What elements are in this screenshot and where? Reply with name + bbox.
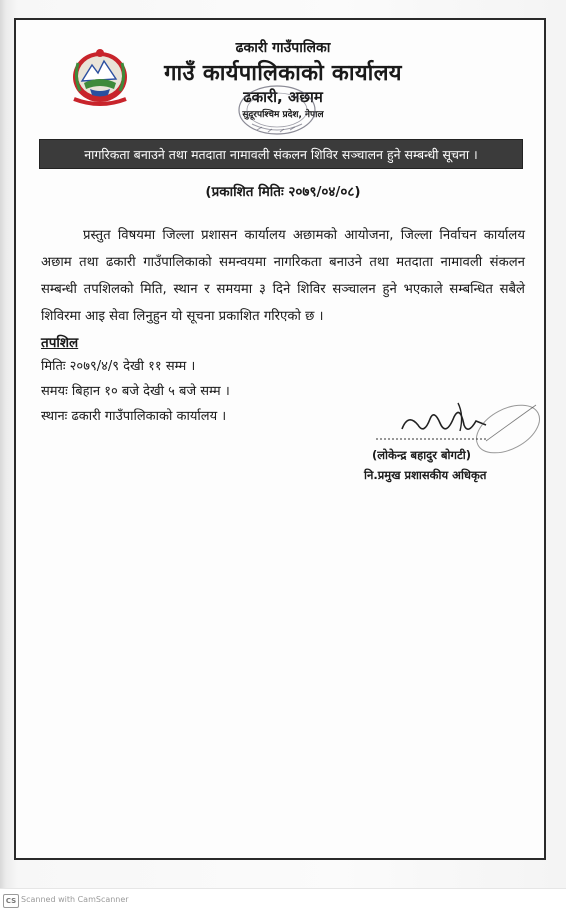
municipality-name: ढकारी गाउँपालिका	[235, 40, 331, 56]
signatory-name: (लोकेन्द्र बहादुर बोगटी)	[372, 448, 472, 462]
signatory-title: नि.प्रमुख प्रशासकीय अधिकृत	[364, 468, 487, 482]
signature-scribble	[368, 395, 548, 455]
notice-title: नागरिकता बनाउने तथा मतदाता नामावली संकलन शिविर सञ्चालन हुने सम्बन्धी सूचना ।	[84, 146, 478, 162]
detail-time: समयः बिहान १० बजे देखी ५ बजे सम्म ।	[41, 384, 230, 399]
detail-location: स्थानः ढकारी गाउँपालिकाको कार्यालय ।	[41, 409, 227, 424]
details-heading: तपशिल	[41, 335, 79, 351]
office-stamp-icon	[232, 80, 322, 138]
scanner-footer	[0, 888, 566, 911]
office-place: ढकारी, अछाम	[243, 88, 323, 106]
published-date: (प्रकाशित मितिः २०७९/०४/०८)	[205, 184, 361, 200]
notice-body: प्रस्तुत विषयमा जिल्ला प्रशासन कार्यालय अछामको आयोजना, जिल्ला निर्वाचन कार्यालय अछाम तथा ढकारी गाउँपालिकाको समन्वयमा नागरिकता बनाउने तथा मतदाता नामावली संकलन सम्बन्धी तपशिलको मिति, स्थान र समयमा ३ दिने शिविर सञ्चालन हुने भएकाले सम्बन्धित सबैले शिविरमा आइ सेवा लिनुहुन यो सूचना प्रकाशित गरिएको छ ।	[41, 228, 525, 324]
province-line: सुदूरपश्चिम प्रदेश, नेपाल	[242, 110, 324, 120]
camscanner-logo-icon: CS	[3, 894, 19, 908]
detail-date: मितिः २०७९/४/९ देखी ११ सम्म ।	[41, 359, 196, 374]
office-title: गाउँ कार्यपालिकाको कार्यालय	[164, 61, 402, 86]
scanner-watermark: Scanned with CamScanner	[21, 895, 129, 904]
notice-title-banner	[39, 139, 523, 169]
